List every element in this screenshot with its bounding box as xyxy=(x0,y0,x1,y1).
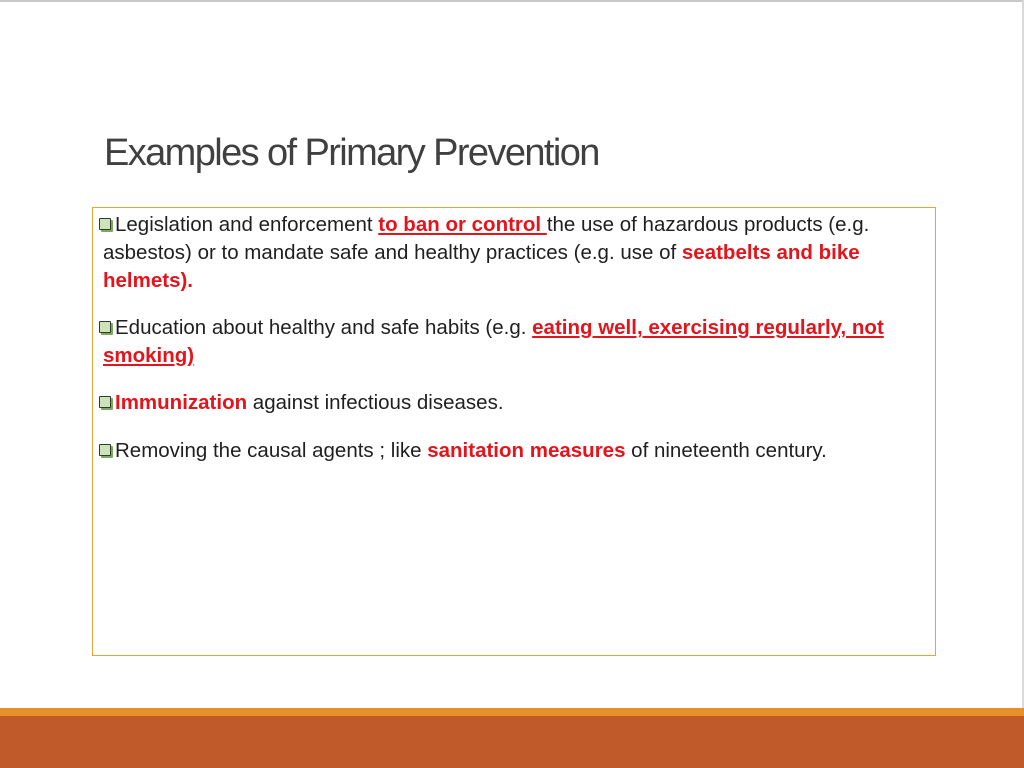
highlight-ban-or-control: to ban or control xyxy=(378,213,547,236)
bullet-text: of nineteenth century. xyxy=(625,439,827,462)
bullet-item-legislation xyxy=(95,211,939,295)
footer-accent-line xyxy=(0,708,1024,716)
highlight-immunization: Immunization xyxy=(115,391,248,414)
bullet-text: Removing the causal agents ; like xyxy=(115,439,428,462)
highlight-seatbelts: seatbelts and bike helmets). xyxy=(103,241,860,292)
checkbox-bullet-icon xyxy=(99,444,111,456)
checkbox-bullet-icon xyxy=(99,218,111,230)
slide-title: Examples of Primary Prevention xyxy=(104,132,599,174)
checkbox-bullet-icon xyxy=(99,321,111,333)
footer-band xyxy=(0,716,1024,768)
bullet-text: the use of hazardous products (e.g. asbestos) or to mandate safe and healthy practices (e.g. use of xyxy=(103,213,870,264)
highlight-healthy-habits: eating well, exercising regularly, not smoking) xyxy=(103,316,884,367)
checkbox-bullet-icon xyxy=(99,396,111,408)
bullet-item-education xyxy=(95,314,939,370)
content-box xyxy=(92,207,936,656)
bullet-text: Legislation and enforcement xyxy=(115,213,379,236)
bullet-text: against infectious diseases. xyxy=(247,391,504,414)
highlight-sanitation: sanitation measures xyxy=(427,439,626,462)
bullet-item-causal-agents xyxy=(95,437,939,465)
top-border xyxy=(0,0,1024,2)
bullet-item-immunization xyxy=(95,389,939,417)
bullet-text: Education about healthy and safe habits (e.g. xyxy=(115,316,533,339)
